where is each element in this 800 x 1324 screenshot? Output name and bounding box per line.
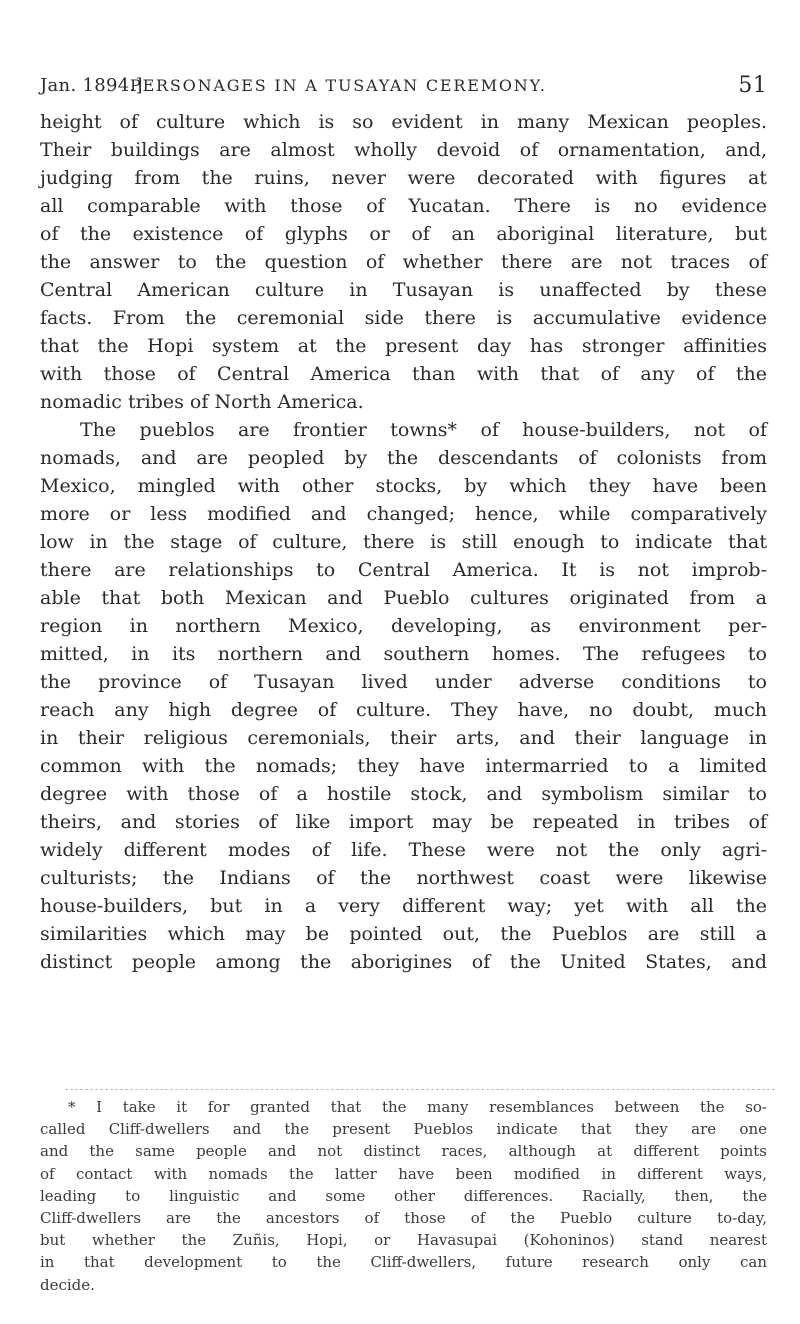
running-head bbox=[40, 72, 767, 100]
body-line: common with the nomads; they have intermarried to a limited bbox=[40, 755, 767, 777]
body-line: there are relationships to Central America. It is not improb- bbox=[40, 559, 767, 581]
body-line: judging from the ruins, never were decorated with figures at bbox=[40, 167, 767, 189]
body-line: The pueblos are frontier towns* of house-builders, not of bbox=[80, 419, 767, 441]
body-line: mitted, in its northern and southern homes. The refugees to bbox=[40, 643, 767, 665]
body-line: able that both Mexican and Pueblo cultures originated from a bbox=[40, 587, 767, 609]
body-line: Mexico, mingled with other stocks, by which they have been bbox=[40, 475, 767, 497]
body-line: height of culture which is so evident in many Mexican peoples. bbox=[40, 111, 767, 133]
body-line: Central American culture in Tusayan is unaffected by these bbox=[40, 279, 767, 301]
footnote-divider bbox=[65, 1089, 775, 1090]
body-line: low in the stage of culture, there is still enough to indicate that bbox=[40, 531, 767, 553]
body-text bbox=[40, 108, 767, 976]
body-line: with those of Central America than with that of any of the bbox=[40, 363, 767, 385]
body-line: the province of Tusayan lived under adverse conditions to bbox=[40, 671, 767, 693]
body-line: that the Hopi system at the present day has stronger affinities bbox=[40, 335, 767, 357]
footnote-line: of contact with nomads the latter have been modified in different ways, bbox=[40, 1164, 767, 1183]
body-line: all comparable with those of Yucatan. There is no evidence bbox=[40, 195, 767, 217]
body-line: widely different modes of life. These were not the only agri- bbox=[40, 839, 767, 861]
body-line: Their buildings are almost wholly devoid of ornamentation, and, bbox=[40, 139, 767, 161]
footnote-line: * I take it for granted that the many resemblances between the so- bbox=[68, 1098, 767, 1116]
body-line: reach any high degree of culture. They have, no doubt, much bbox=[40, 699, 767, 721]
body-line: facts. From the ceremonial side there is accumulative evidence bbox=[40, 307, 767, 329]
footnote-line: called Cliff-dwellers and the present Pueblos indicate that they are one bbox=[40, 1120, 767, 1139]
body-line: nomads, and are peopled by the descendants of colonists from bbox=[40, 447, 767, 469]
running-title: PERSONAGES IN A TUSAYAN CEREMONY. bbox=[130, 76, 547, 95]
body-line: nomadic tribes of North America. bbox=[40, 391, 364, 413]
body-line: of the existence of glyphs or of an aboriginal literature, but bbox=[40, 223, 767, 245]
footnote-line: decide. bbox=[40, 1275, 95, 1294]
issue-date: Jan. 1894.] bbox=[40, 75, 143, 96]
body-line: in their religious ceremonials, their arts, and their language in bbox=[40, 727, 767, 749]
body-line: region in northern Mexico, developing, as environment per- bbox=[40, 615, 767, 637]
body-line: the answer to the question of whether there are not traces of bbox=[40, 251, 767, 273]
footnote-line: Cliff-dwellers are the ancestors of those of the Pueblo culture to-day, bbox=[40, 1208, 767, 1227]
body-line: distinct people among the aborigines of the United States, and bbox=[40, 951, 767, 973]
footnote bbox=[40, 1096, 767, 1296]
footnote-line: but whether the Zuñis, Hopi, or Havasupai (Kohoninos) stand nearest bbox=[40, 1231, 767, 1250]
body-line: degree with those of a hostile stock, and symbolism similar to bbox=[40, 783, 767, 805]
footnote-line: in that development to the Cliff-dwellers, future research only can bbox=[40, 1253, 767, 1272]
footnote-line: and the same people and not distinct races, although at different points bbox=[40, 1142, 767, 1161]
body-line: more or less modified and changed; hence, while comparatively bbox=[40, 503, 767, 525]
document-page bbox=[40, 0, 767, 1324]
body-line: similarities which may be pointed out, the Pueblos are still a bbox=[40, 923, 767, 945]
page-number: 51 bbox=[738, 73, 767, 98]
body-line: culturists; the Indians of the northwest coast were likewise bbox=[40, 867, 767, 889]
body-line: house-builders, but in a very different way; yet with all the bbox=[40, 895, 767, 917]
footnote-line: leading to linguistic and some other differences. Racially, then, the bbox=[40, 1186, 767, 1205]
body-line: theirs, and stories of like import may be repeated in tribes of bbox=[40, 811, 767, 833]
